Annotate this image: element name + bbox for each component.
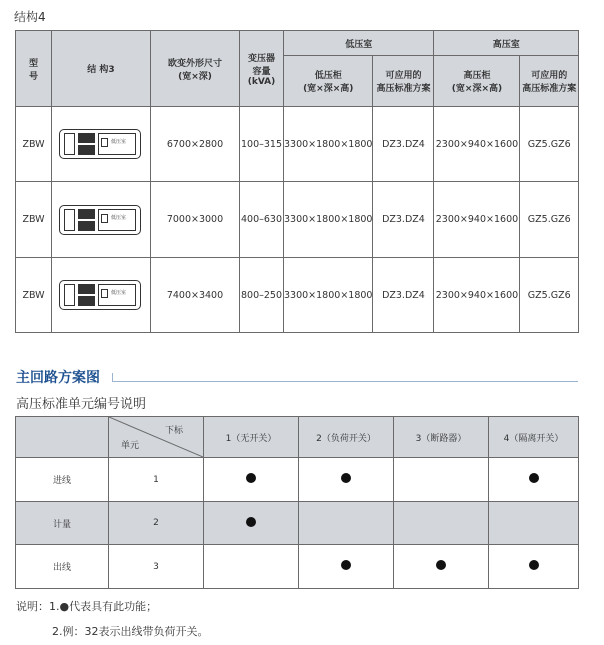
- header-capacity: 变压器 容量 (kVA): [240, 31, 284, 107]
- column-header: 4（隔离开关）: [489, 417, 579, 458]
- mark-cell: [394, 458, 489, 502]
- row-high-scheme: GZ5.GZ6: [520, 107, 579, 182]
- row-low-cabinet: 3300×1800×1800: [284, 182, 373, 258]
- mark-cell: [204, 545, 299, 589]
- row-capacity: 800–250: [240, 258, 284, 333]
- layout-drawing: [59, 127, 143, 161]
- structure-title: 结构4: [14, 10, 46, 24]
- mark-cell: [299, 458, 394, 502]
- row-model: ZBW: [16, 182, 52, 258]
- drawing-label: 低压室: [111, 139, 127, 145]
- drawing-label: 低压室: [111, 214, 127, 221]
- diagonal-line: [109, 417, 203, 457]
- row-name: 出线: [16, 545, 109, 589]
- section-title: 主回路方案图: [16, 370, 100, 386]
- structure-table: [15, 30, 579, 333]
- table-row: [16, 182, 579, 258]
- row-high-cabinet: 2300×940×1600: [434, 182, 520, 258]
- drawing-label: 低压室: [111, 290, 127, 296]
- row-number: 1: [109, 458, 204, 502]
- mark-cell: [204, 502, 299, 545]
- function-dot-icon: [529, 560, 539, 570]
- row-low-cabinet: 3300×1800×1800: [284, 107, 373, 182]
- function-dot-icon: [436, 560, 446, 570]
- table-row: [16, 258, 579, 333]
- row-dimension: 7400×3400: [151, 258, 240, 333]
- table-row: [16, 545, 579, 589]
- corner-diagonal-cell: [109, 417, 204, 458]
- mark-cell: [489, 502, 579, 545]
- mark-cell: [489, 458, 579, 502]
- header-high-cabinet: 高压柜 (宽×深×高): [434, 56, 520, 107]
- row-high-cabinet: 2300×940×1600: [434, 258, 520, 333]
- layout-drawing: [59, 278, 143, 312]
- row-number: 3: [109, 545, 204, 589]
- row-low-scheme: DZ3.DZ4: [373, 107, 434, 182]
- row-capacity: 100–315: [240, 107, 284, 182]
- function-dot-icon: [246, 517, 256, 527]
- row-number: 2: [109, 502, 204, 545]
- header-low-room: 低压室: [284, 31, 434, 56]
- column-header: 1（无开关）: [204, 417, 299, 458]
- structure-drawing: [52, 107, 151, 182]
- mark-cell: [394, 545, 489, 589]
- function-dot-icon: [529, 473, 539, 483]
- table-row: [16, 107, 579, 182]
- header-model: 型 号: [16, 31, 52, 107]
- function-dot-icon: [341, 560, 351, 570]
- table-row: [16, 502, 579, 545]
- row-low-cabinet: 3300×1800×1800: [284, 258, 373, 333]
- function-dot-icon: [246, 473, 256, 483]
- layout-drawing: [59, 203, 143, 237]
- header-high-scheme: 可应用的 高压标准方案: [520, 56, 579, 107]
- header-low-cabinet: 低压柜 (宽×深×高): [284, 56, 373, 107]
- mark-cell: [299, 502, 394, 545]
- unit-code-table: [15, 416, 579, 589]
- structure-drawing: [52, 182, 151, 258]
- row-model: ZBW: [16, 258, 52, 333]
- row-low-scheme: DZ3.DZ4: [373, 182, 434, 258]
- header-low-scheme: 可应用的 高压标准方案: [373, 56, 434, 107]
- subtitle: 高压标准单元编号说明: [16, 397, 147, 412]
- section-divider: [112, 381, 578, 382]
- corner-blank: [16, 417, 109, 458]
- header-high-room: 高压室: [434, 31, 579, 56]
- row-high-scheme: GZ5.GZ6: [520, 182, 579, 258]
- mark-cell: [299, 545, 394, 589]
- row-name: 计量: [16, 502, 109, 545]
- row-high-cabinet: 2300×940×1600: [434, 107, 520, 182]
- structure-drawing: [52, 258, 151, 333]
- table-row: [16, 458, 579, 502]
- row-capacity: 400–630: [240, 182, 284, 258]
- row-dimension: 7000×3000: [151, 182, 240, 258]
- column-header: 2（负荷开关）: [299, 417, 394, 458]
- header-dimension: 欧变外形尺寸 (宽×深): [151, 31, 240, 107]
- row-model: ZBW: [16, 107, 52, 182]
- mark-cell: [489, 545, 579, 589]
- function-dot-icon: [341, 473, 351, 483]
- row-high-scheme: GZ5.GZ6: [520, 258, 579, 333]
- row-name: 进线: [16, 458, 109, 502]
- row-dimension: 6700×2800: [151, 107, 240, 182]
- row-low-scheme: DZ3.DZ4: [373, 258, 434, 333]
- header-structure: 结 构3: [52, 31, 151, 107]
- note-line-1: 说明：1.●代表具有此功能；: [16, 600, 158, 613]
- mark-cell: [394, 502, 489, 545]
- corner-bottom-label: 单元: [121, 441, 140, 451]
- corner-top-label: 下标: [164, 426, 183, 436]
- column-header: 3（断路器）: [394, 417, 489, 458]
- section-divider-tick: [112, 373, 113, 381]
- mark-cell: [204, 458, 299, 502]
- note-line-2: 2.例：32表示出线带负荷开关。: [52, 625, 209, 638]
